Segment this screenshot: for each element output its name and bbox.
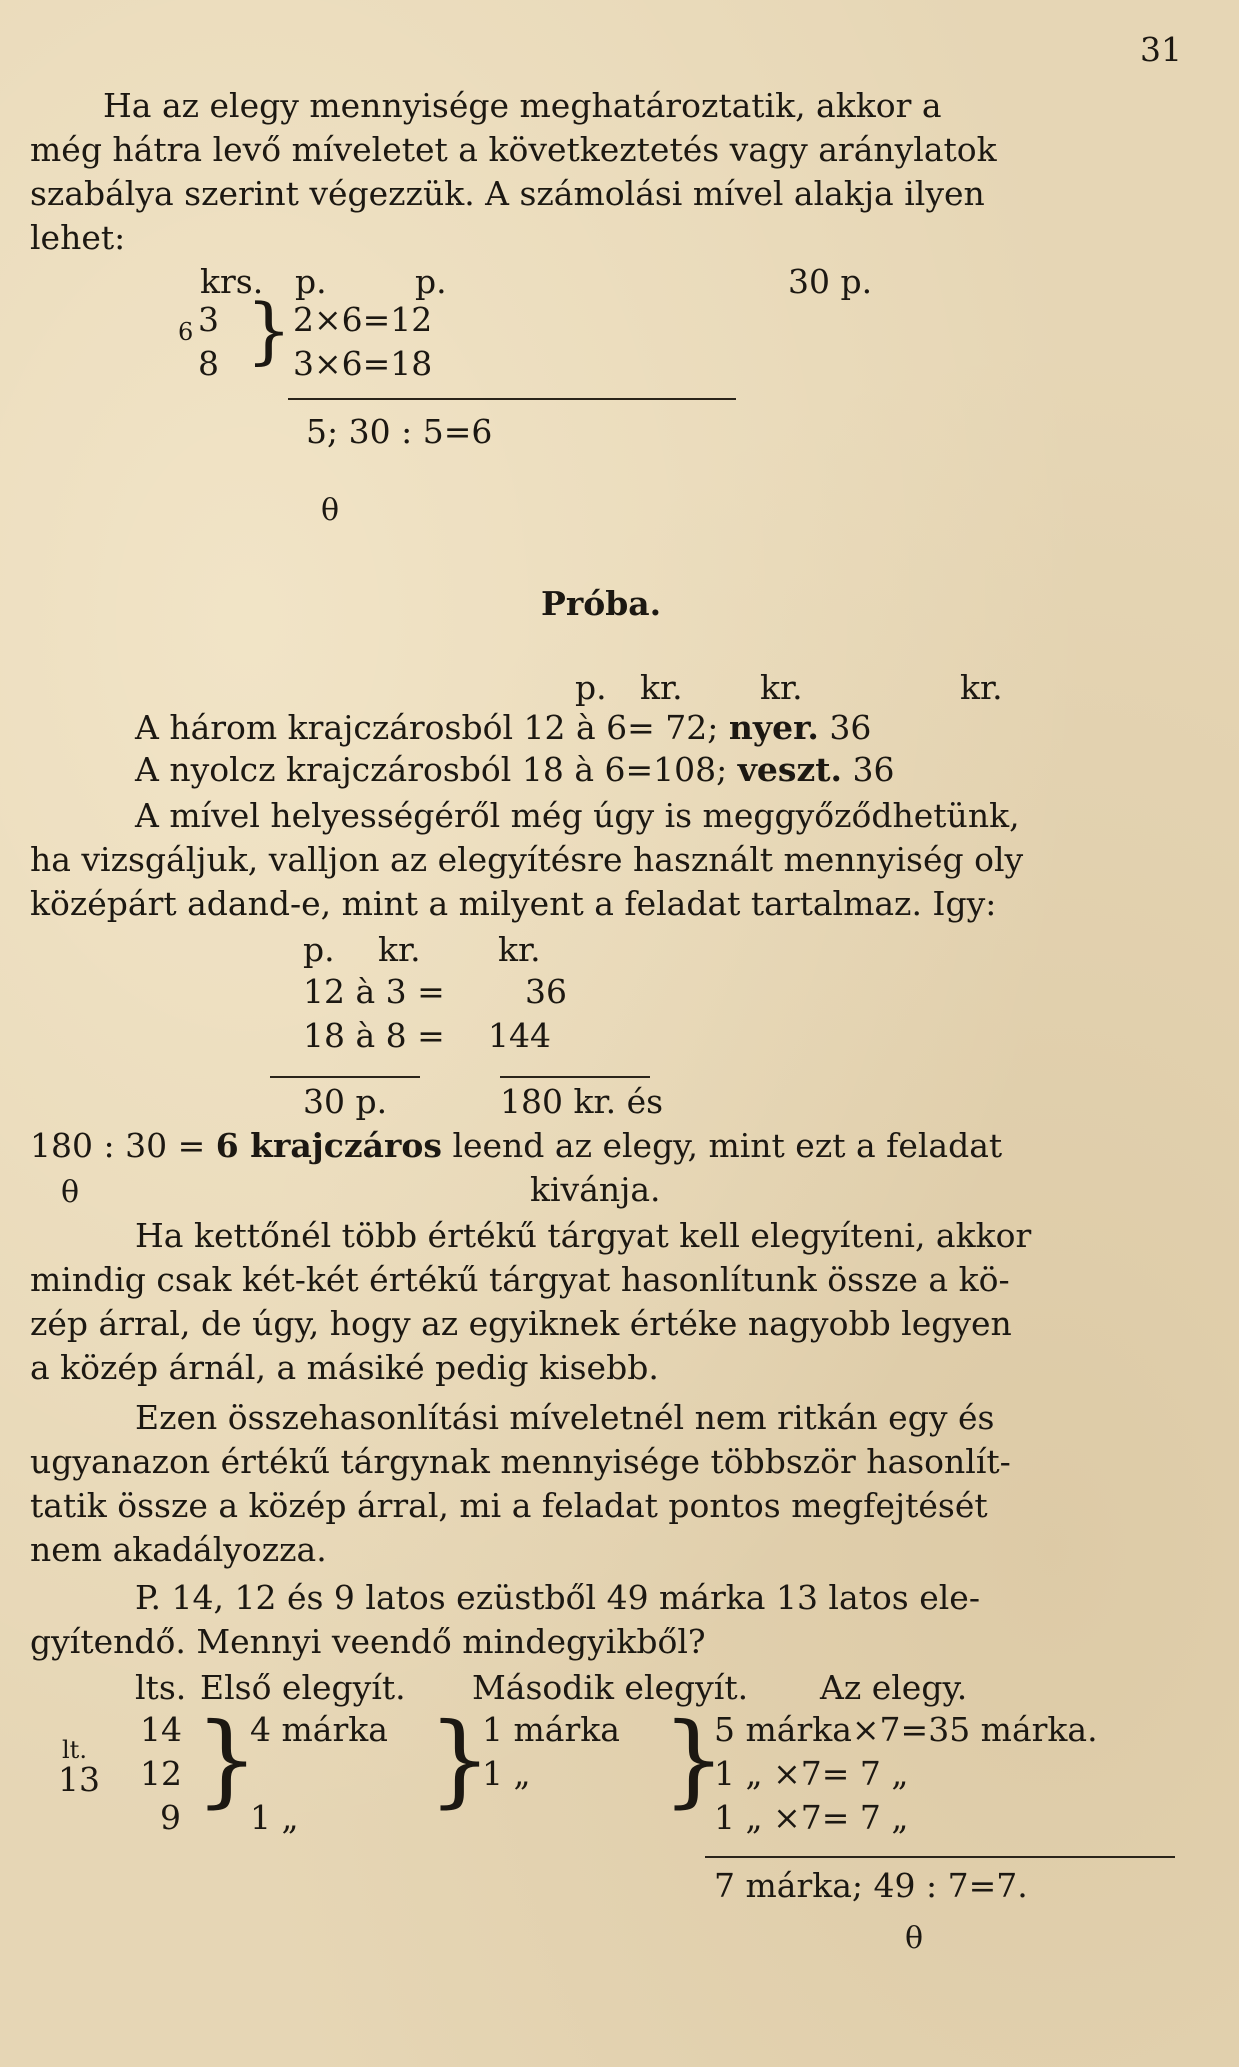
para5-line-1: P. 14, 12 és 9 latos ezüstből 49 márka 13 latos ele- (135, 1578, 980, 1617)
calc3-second-2: 1 „ (482, 1754, 531, 1793)
para3-line-4: a közép árnál, a másiké pedig kisebb. (30, 1348, 659, 1387)
proba-row-2-label: veszt. (737, 750, 842, 789)
calc2-row-2-right: 144 (488, 1016, 551, 1055)
calc1-header-krs: krs. (200, 262, 264, 301)
proba-title: Próba. (541, 584, 662, 623)
para4-line-2: ugyanazon értékű tárgynak mennyisége többször hasonlít- (30, 1442, 1011, 1481)
calc3-header-third: Az elegy. (820, 1668, 968, 1707)
calc1-left-1: 3 (198, 300, 219, 339)
page-number: 31 (1140, 30, 1182, 69)
proba-row-1-value: 36 (829, 708, 872, 747)
proba-header-kr1: kr. (640, 668, 683, 707)
calc3-rule (705, 1856, 1175, 1858)
intro-line-1: Ha az elegy mennyisége meghatároztatik, akkor a (103, 86, 942, 125)
calc3-header-second: Második elegyít. (472, 1668, 749, 1707)
calc2-final-line (30, 1126, 1002, 1166)
para3-line-2: mindig csak két-két értékű tárgyat hasonlítunk össze a kö- (30, 1260, 1010, 1299)
calc3-first-1: 4 márka (250, 1710, 388, 1749)
calc3-brace-3: } (662, 1701, 726, 1818)
calc2-rule-left (270, 1076, 420, 1078)
calc3-brace-2: } (428, 1701, 492, 1818)
calc3-side-label-lt: lt. (62, 1736, 87, 1764)
calc1-theta-mark: θ (321, 493, 340, 528)
calc3-second-1: 1 márka (482, 1710, 620, 1749)
calc2-row-1-right: 36 (525, 972, 567, 1011)
proba-row-2-value: 36 (852, 750, 895, 789)
para4-line-4: nem akadályozza. (30, 1530, 327, 1569)
para4-line-1: Ezen összehasonlítási míveletnél nem ritkán egy és (135, 1398, 995, 1437)
intro-line-2: még hátra levő míveletet a következtetés vagy aránylatok (30, 130, 997, 169)
calc2-final-line-2: kivánja. (530, 1170, 661, 1209)
proba-header-p: p. (575, 668, 607, 707)
calc3-value-14: 14 (140, 1710, 182, 1749)
calc3-header-first: Első elegyít. (200, 1668, 406, 1707)
intro-line-3: szabálya szerint végezzük. A számolási mível alakja ilyen (30, 174, 985, 213)
calc3-third-2: 1 „ ×7= 7 „ (714, 1754, 909, 1793)
calc1-header-30p: 30 p. (788, 262, 873, 301)
calc3-value-9: 9 (160, 1798, 181, 1837)
para5-line-2: gyítendő. Mennyi veendő mindegyikből? (30, 1622, 706, 1661)
calc2-row-1-left: 12 à 3 = (303, 972, 445, 1011)
proba-row-2-text: A nyolcz krajczárosból 18 à 6=108; (135, 750, 728, 789)
calc1-rule (288, 398, 736, 400)
calc1-left-2: 8 (198, 344, 219, 383)
para2-line-1: A mível helyességéről még úgy is meggyőződhetünk, (135, 796, 1020, 835)
calc1-result: 5; 30 : 5=6 (306, 412, 493, 451)
calc3-result: 7 márka; 49 : 7=7. (714, 1866, 1028, 1905)
proba-row-1-text: A három krajczárosból 12 à 6= 72; (135, 708, 719, 747)
calc2-final-suffix: leend az elegy, mint ezt a feladat (452, 1126, 1003, 1165)
proba-header-kr3: kr. (960, 668, 1003, 707)
para2-line-2: ha vizsgáljuk, valljon az elegyítésre használt mennyiség oly (30, 840, 1024, 879)
calc3-first-3: 1 „ (250, 1798, 299, 1837)
calc3-third-3: 1 „ ×7= 7 „ (714, 1798, 909, 1837)
proba-header-kr2: kr. (760, 668, 803, 707)
calc2-header-p: p. (303, 930, 335, 969)
calc2-final-bold: 6 krajczáros (215, 1126, 442, 1165)
calc3-theta-mark: θ (905, 1921, 924, 1956)
proba-row-1 (135, 708, 871, 748)
calc1-right-2: 3×6=18 (293, 344, 433, 383)
proba-row-1-label: nyer. (728, 708, 819, 747)
calc2-sum-right: 180 kr. és (500, 1082, 664, 1121)
calc3-value-12: 12 (140, 1754, 182, 1793)
calc2-header-kr1: kr. (378, 930, 421, 969)
calc3-header-lts: lts. (135, 1668, 187, 1707)
para3-line-1: Ha kettőnél több értékű tárgyat kell elegyíteni, akkor (135, 1216, 1032, 1255)
calc2-sum-left: 30 p. (303, 1082, 388, 1121)
calc2-header-kr2: kr. (498, 930, 541, 969)
para4-line-3: tatik össze a közép árral, mi a feladat pontos megfejtését (30, 1486, 988, 1525)
calc2-final-prefix: 180 : 30 = (30, 1126, 206, 1165)
calc1-right-1: 2×6=12 (293, 300, 433, 339)
calc3-side-label-13: 13 (58, 1760, 100, 1799)
calc2-rule-right (500, 1076, 650, 1078)
proba-row-2 (135, 750, 894, 790)
calc1-header-p2: p. (415, 262, 447, 301)
intro-line-4: lehet: (30, 218, 126, 257)
calc3-third-1: 5 márka×7=35 márka. (714, 1710, 1098, 1749)
calc2-row-2-left: 18 à 8 = (303, 1016, 445, 1055)
calc3-brace-1: } (195, 1701, 259, 1818)
calc1-header-p1: p. (295, 262, 327, 301)
calc1-side-number: 6 (178, 318, 194, 346)
calc1-brace: } (246, 288, 292, 372)
para2-line-3: középárt adand-e, mint a milyent a feladat tartalmaz. Igy: (30, 884, 997, 923)
para3-line-3: zép árral, de úgy, hogy az egyiknek értéke nagyobb legyen (30, 1304, 1012, 1343)
calc2-theta-mark: θ (61, 1175, 80, 1210)
